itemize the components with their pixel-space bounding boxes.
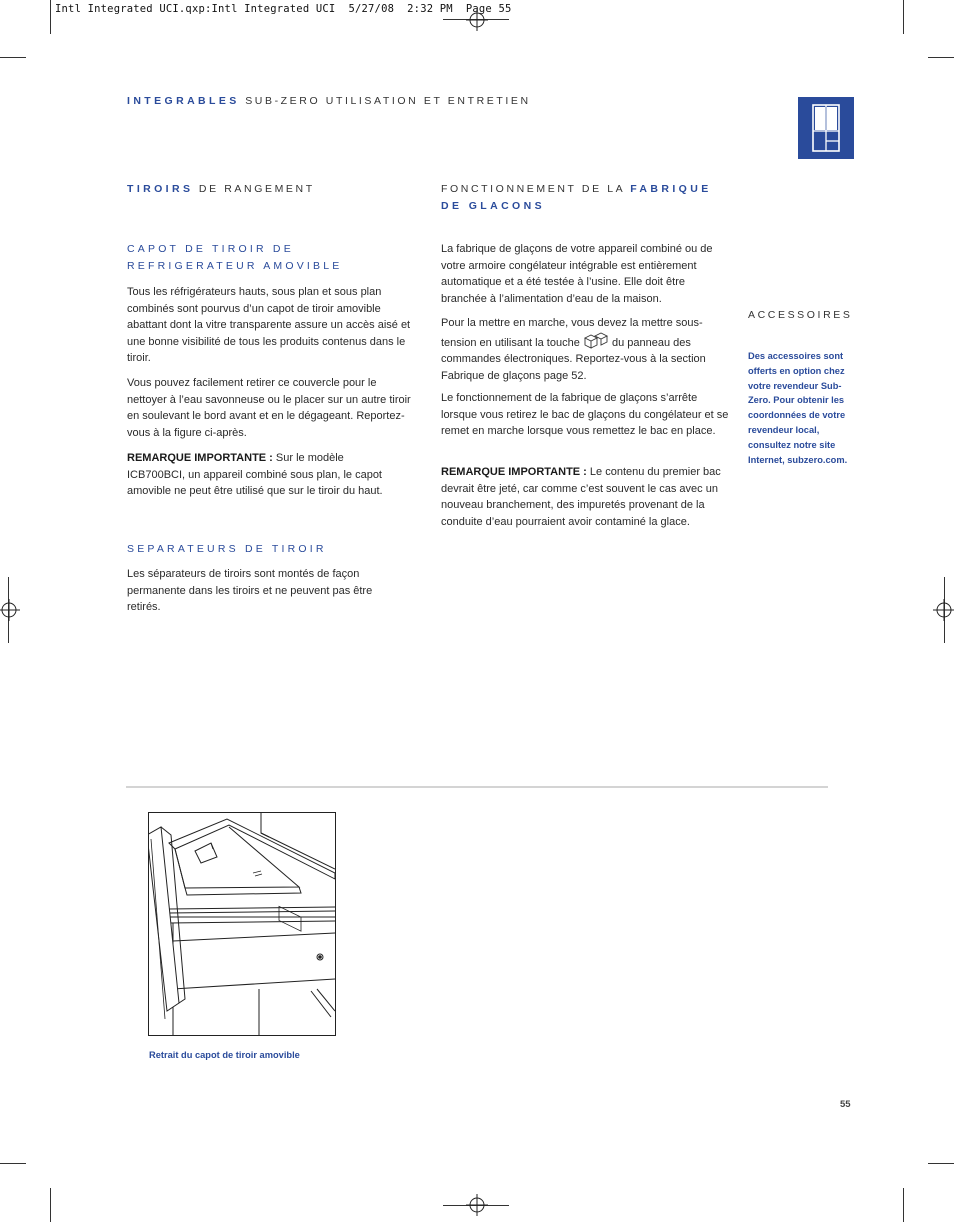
- section-title-accessoires: ACCESSOIRES: [748, 309, 853, 321]
- paragraph-with-icon: Pour la mettre en marche, vous devez la mettre sous-tension en utilisant la touche du panneau des commandes électroniques. Reportez-vous à la section Fabrique de glaçons page 52.: [441, 317, 706, 382]
- paragraph: Les séparateurs de tiroirs sont montés de façon permanente dans les tiroirs et ne peuvent pas être retirés.: [127, 568, 373, 614]
- running-header: [127, 95, 531, 107]
- header-title: SUB-ZERO UTILISATION ET ENTRETIEN: [245, 95, 531, 107]
- registration-mark-icon: [466, 1194, 488, 1216]
- paragraph: Le fonctionnement de la fabrique de glaçons s’arrête lorsque vous retirez le bac de glaçons du congélateur et se remet en marche lorsque vous remettez le bac en place.: [441, 392, 729, 438]
- drawer-cover-illustration: [148, 812, 336, 1036]
- printer-slug: Intl Integrated UCI.qxp:Intl Integrated UCI 5/27/08 2:32 PM Page 55: [55, 3, 512, 15]
- registration-mark-icon: [466, 9, 488, 31]
- paragraph: Vous pouvez facilement retirer ce couvercle pour le nettoyer à l’eau savonneuse ou le placer sur un autre tiroir en soulevant le bord avant et en le dégageant. Reportez-vous à la figure ci-après.: [127, 377, 411, 439]
- section-title-tiroirs: TIROIRS DE RANGEMENT: [127, 183, 315, 195]
- figure-caption: Retrait du capot de tiroir amovible: [149, 1050, 300, 1060]
- page-number: 55: [840, 1099, 851, 1110]
- subheading-capot: CAPOT DE TIROIR DE REFRIGERATEUR AMOVIBLE: [127, 243, 343, 272]
- section-title-fabrique: FONCTIONNEMENT DE LA FABRIQUE DE GLACONS: [441, 183, 712, 212]
- accessories-note: Des accessoires sont offerts en option chez votre revendeur Sub-Zero. Pour obtenir les coordonnées de votre revendeur local, consultez notre site Internet, subzero.com.: [748, 351, 848, 465]
- paragraph: Tous les réfrigérateurs hauts, sous plan et sous plan combinés sont pourvus d’un capot de tiroir amovible abattant dont la vitre transparente assure un accès aisé et une bonne visibilité de tous les produits contenus dans le tiroir.: [127, 286, 411, 365]
- paragraph-note: REMARQUE IMPORTANTE : Le contenu du premier bac devrait être jeté, car comme c’est souvent le cas avec un nouveau branchement, des impuretés provenant de la conduite d’eau pourraient avoir contaminé la glace.: [441, 466, 721, 528]
- paragraph-note: REMARQUE IMPORTANTE : Sur le modèle ICB700BCI, un appareil combiné sous plan, le capot amovible ne peut être utilisé que sur le tiroir du haut.: [127, 452, 383, 498]
- subheading-separateurs: SEPARATEURS DE TIROIR: [127, 543, 327, 555]
- registration-mark-icon: [0, 599, 20, 621]
- ice-cubes-icon: [583, 332, 609, 350]
- drawer-illustration-icon: [149, 813, 335, 1035]
- paragraph: La fabrique de glaçons de votre appareil combiné ou de votre armoire congélateur intégrable est entièrement automatique et a été testée à l’usine. Elle doit être branchée à l’alimentation d’eau de la maison.: [441, 243, 713, 305]
- registration-mark-icon: [933, 599, 954, 621]
- header-section: INTEGRABLES: [127, 95, 240, 107]
- divider: [126, 786, 828, 788]
- appliance-logo-icon: [798, 97, 854, 159]
